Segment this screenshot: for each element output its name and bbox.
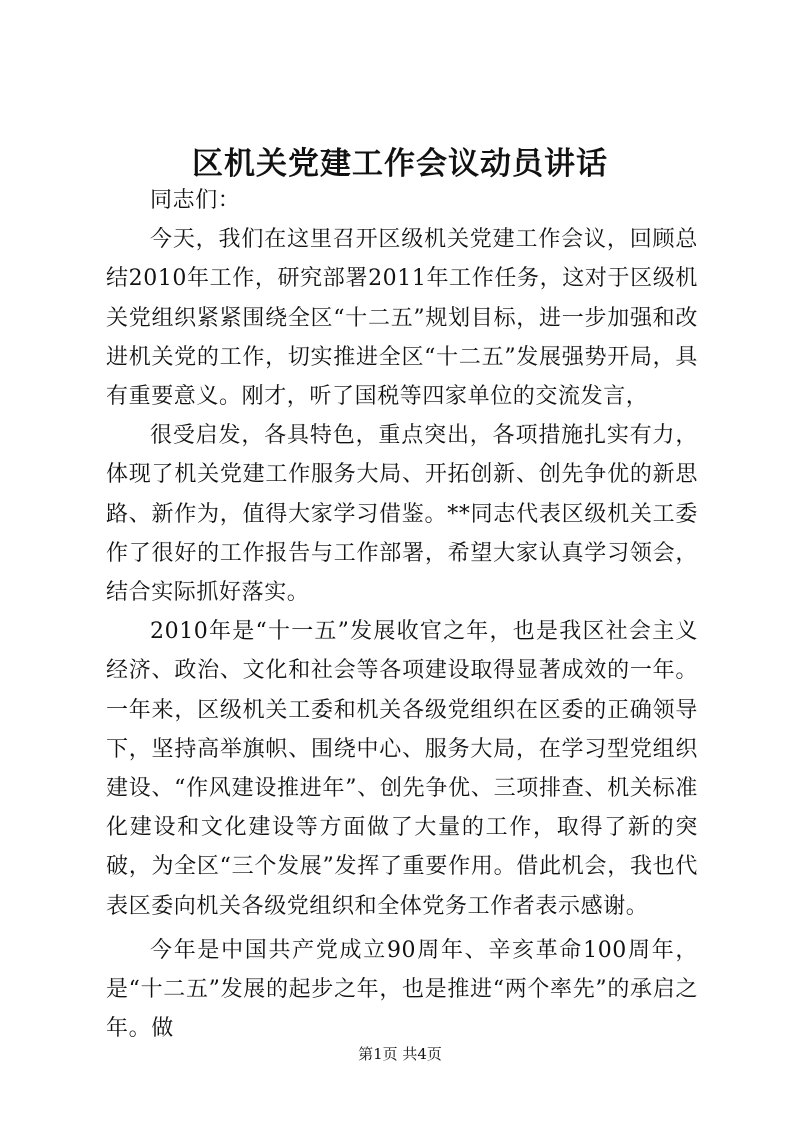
document-title: 区机关党建工作会议动员讲话 [192, 146, 608, 182]
page-footer: 第1页 共4页 [358, 1045, 442, 1063]
salutation: 同志们： [150, 188, 241, 213]
paragraph-3: 2010年是“十一五”发展收官之年，也是我区社会主义经济、政治、文化和社会等各项建设取得显著成效的一年。一年来，区级机关工委和机关各级党组织在区委的正确领导下，坚持高举旗帜、围绕中心、服务大局，在学习型党组织建设、“作风建设推进年”、创先争优、三项排查、机关标准化建设和文化建设等方面做了大量的工作，取得了新的突破，为全区“三个发展”发挥了重要作用。借此机会，我也代表区委向机关各级党组织和全体党务工作者表示感谢。 [106, 619, 698, 919]
paragraph-4: 今年是中国共产党成立90周年、辛亥革命100周年，是“十二五”发展的起步之年，也是推进“两个率先”的承启之年。做 [106, 937, 698, 1042]
paragraph-1: 今天，我们在这里召开区级机关党建工作会议，回顾总结2010年工作，研究部署2011年工作任务，这对于区级机关党组织紧紧围绕全区“十二五”规划目标，进一步加强和改进机关党的工作，切实推进全区“十二五”发展强势开局，具有重要意义。刚才，听了国税等四家单位的交流发言， [106, 227, 698, 410]
document-body [106, 181, 698, 1048]
paragraph-2: 很受启发，各具特色，重点突出，各项措施扎实有力，体现了机关党建工作服务大局、开拓创新、创先争优的新思路、新作为，值得大家学习借鉴。**同志代表区级机关工委作了很好的工作报告与工作部署，希望大家认真学习领会，结合实际抓好落实。 [106, 423, 698, 606]
